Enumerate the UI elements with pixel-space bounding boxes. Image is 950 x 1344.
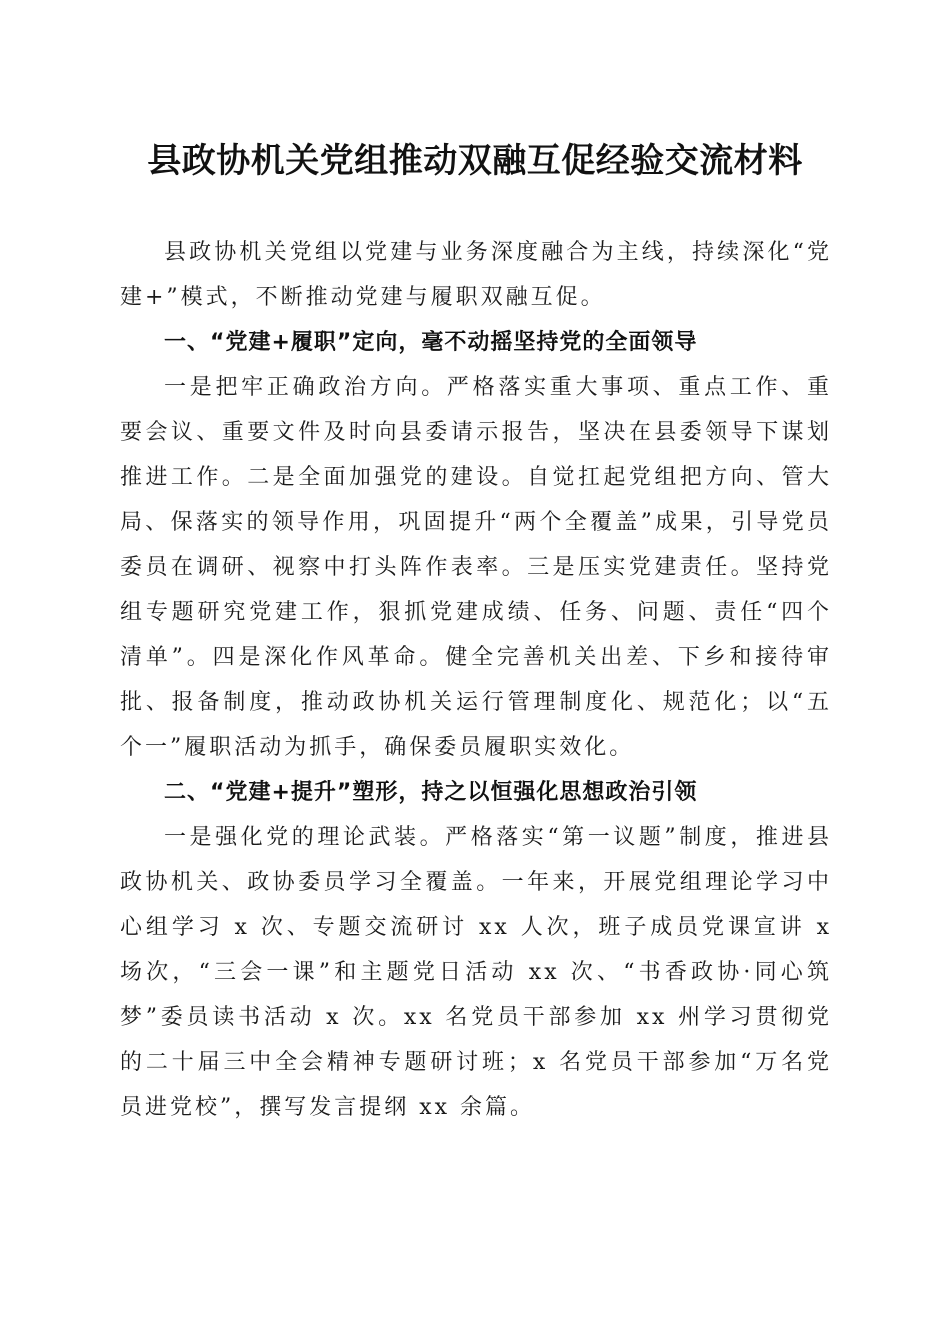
document-title: 县政协机关党组推动双融互促经验交流材料 (147, 141, 803, 181)
section-1-paragraph: 一是把牢正确政治方向。严格落实重大事项、重点工作、重要会议、重要文件及时向县委请示报告，坚决在县委领导下谋划推进工作。二是全面加强党的建设。自觉扛起党组把方向、管大局、保落实的领导作用，巩固提升“两个全覆盖”成果，引导党员委员在调研、视察中打头阵作表率。三是压实党建责任。坚持党组专题研究党建工作，狠抓党建成绩、任务、问题、责任“四个清单”。四是深化作风革命。健全完善机关出差、下乡和接待审批、报备制度，推动政协机关运行管理制度化、规范化；以“五个一”履职活动为抓手，确保委员履职实效化。 (120, 375, 832, 760)
document-body (120, 230, 832, 1130)
section-1 (120, 320, 832, 770)
intro-paragraph: 县政协机关党组以党建与业务深度融合为主线，持续深化“党建+”模式，不断推动党建与履职双融互促。 (120, 240, 832, 310)
section-2 (120, 770, 832, 1130)
section-2-paragraph: 一是强化党的理论武装。严格落实“第一议题”制度，推进县政协机关、政协委员学习全覆盖。一年来，开展党组理论学习中心组学习 x 次、专题交流研讨 xx 人次，班子成员党课宣讲 x 场次，“三会一课”和主题党日活动 xx 次、“书香政协·同心筑梦”委员读书活动 x 次。xx 名党员干部参加 xx 州学习贯彻党的二十届三中全会精神专题研讨班；x 名党员干部参加“万名党员进党校”，撰写发言提纲 xx 余篇。 (120, 825, 832, 1120)
section-2-heading: 二、“党建+提升”塑形，持之以恒强化思想政治引领 (164, 780, 698, 805)
section-1-heading: 一、“党建+履职”定向，毫不动摇坚持党的全面领导 (164, 330, 698, 355)
